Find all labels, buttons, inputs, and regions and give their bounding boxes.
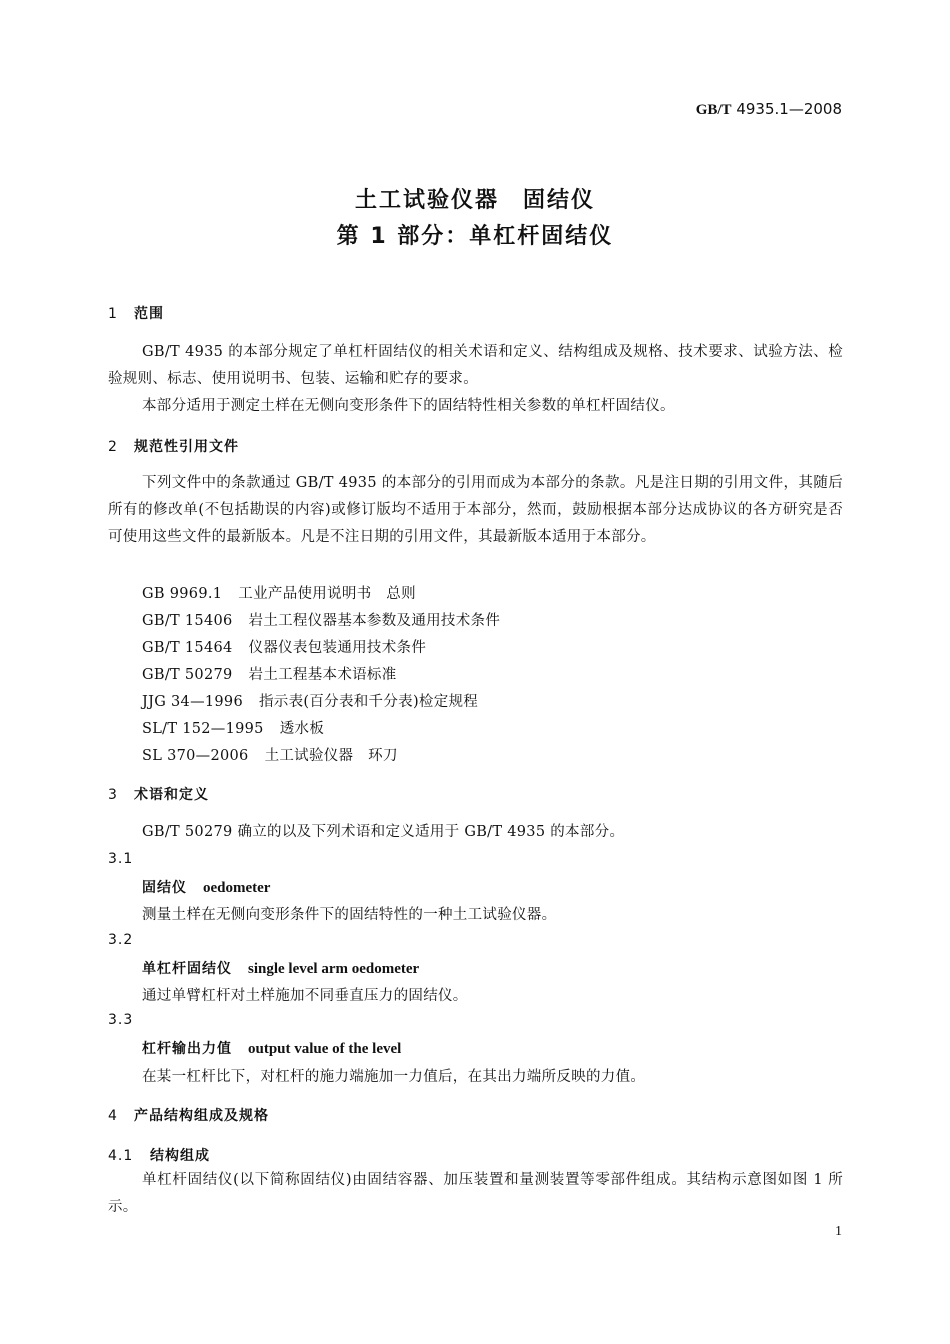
section-title: 术语和定义 [134,787,209,803]
section-number: 3 [108,787,118,803]
section-4-paragraph-1: 单杠杆固结仪(以下简称固结仪)由固结容器、加压装置和量测装置等零部件组成。其结构示意图如图 1 所示。 [108,1172,843,1215]
standard-prefix: GB/T [695,102,732,118]
reference-title: 岩土工程基本术语标准 [248,667,397,683]
reference-code: GB 9969.1 [142,586,223,602]
term-chinese: 固结仪 [142,880,187,896]
subsection-number: 4.1 [108,1148,134,1164]
term-definition: 通过单臂杠杆对土样施加不同垂直压力的固结仪。 [142,988,468,1004]
subsection-4-1-heading [108,1145,210,1165]
reference-item [142,609,500,630]
term-english: output value of the level [248,1041,402,1057]
term-heading [142,1038,401,1058]
section-number: 4 [108,1108,118,1124]
section-title: 范围 [134,306,164,322]
section-1-paragraph-1: GB/T 4935 的本部分规定了单杠杆固结仪的相关术语和定义、结构组成及规格、技术要求、试验方法、检验规则、标志、使用说明书、包装、运输和贮存的要求。 [108,344,843,387]
reference-item [142,663,397,684]
document-title-line2: 第 1 部分：单杠杆固结仪 [336,224,614,249]
reference-item [142,744,398,765]
reference-code: SL/T 152—1995 [142,721,264,737]
term-heading [142,877,270,897]
document-title-line1: 土工试验仪器 固结仪 [354,188,595,213]
reference-title: 工业产品使用说明书 总则 [238,586,416,602]
section-number: 2 [108,439,118,455]
section-4-heading [108,1105,269,1125]
subsection-title: 结构组成 [150,1148,210,1164]
reference-item [142,717,324,738]
section-2-paragraph-1: 下列文件中的条款通过 GB/T 4935 的本部分的引用而成为本部分的条款。凡是注日期的引用文件，其随后所有的修改单(不包括勘误的内容)或修订版均不适用于本部分，然而，鼓励根据本部分达成协议的各方研究是否可使用这些文件的最新版本。凡是不注日期的引用文件，其最新版本适用于本部分。 [108,475,843,545]
section-3-heading [108,784,209,804]
term-chinese: 单杠杆固结仪 [142,961,232,977]
section-title: 规范性引用文件 [134,439,239,455]
term-english: single level arm oedometer [248,961,420,977]
term-heading [142,958,419,978]
reference-title: 岩土工程仪器基本参数及通用技术条件 [248,613,501,629]
reference-title: 仪器仪表包装通用技术条件 [248,640,427,656]
term-number: 3.2 [108,932,134,948]
term-english: oedometer [203,880,271,896]
section-title: 产品结构组成及规格 [134,1108,269,1124]
reference-code: GB/T 50279 [142,667,233,683]
reference-title: 指示表(百分表和千分表)检定规程 [258,694,479,710]
section-2-heading [108,436,239,456]
term-definition: 在某一杠杆比下，对杠杆的施力端施加一力值后，在其出力端所反映的力值。 [142,1069,646,1085]
reference-title: 透水板 [279,721,325,737]
standard-code-header [696,100,842,119]
term-chinese: 杠杆输出力值 [142,1041,232,1057]
reference-code: SL 370—2006 [142,748,249,764]
term-number: 3.3 [108,1012,134,1028]
reference-item [142,582,416,603]
page-number: 1 [835,1224,842,1239]
reference-code: JJG 34—1996 [142,694,243,710]
standard-number: 4935.1—2008 [736,100,842,118]
section-3-paragraph-1: GB/T 50279 确立的以及下列术语和定义适用于 GB/T 4935 的本部分。 [142,824,625,840]
reference-code: GB/T 15406 [142,613,233,629]
term-definition: 测量土样在无侧向变形条件下的固结特性的一种土工试验仪器。 [142,907,557,923]
reference-code: GB/T 15464 [142,640,233,656]
reference-item [142,690,478,711]
reference-item [142,636,426,657]
reference-title: 土工试验仪器 环刀 [264,748,398,764]
term-number: 3.1 [108,851,134,867]
section-1-heading [108,303,164,323]
section-1-paragraph-2: 本部分适用于测定土样在无侧向变形条件下的固结特性相关参数的单杠杆固结仪。 [142,398,675,414]
section-number: 1 [108,306,118,322]
